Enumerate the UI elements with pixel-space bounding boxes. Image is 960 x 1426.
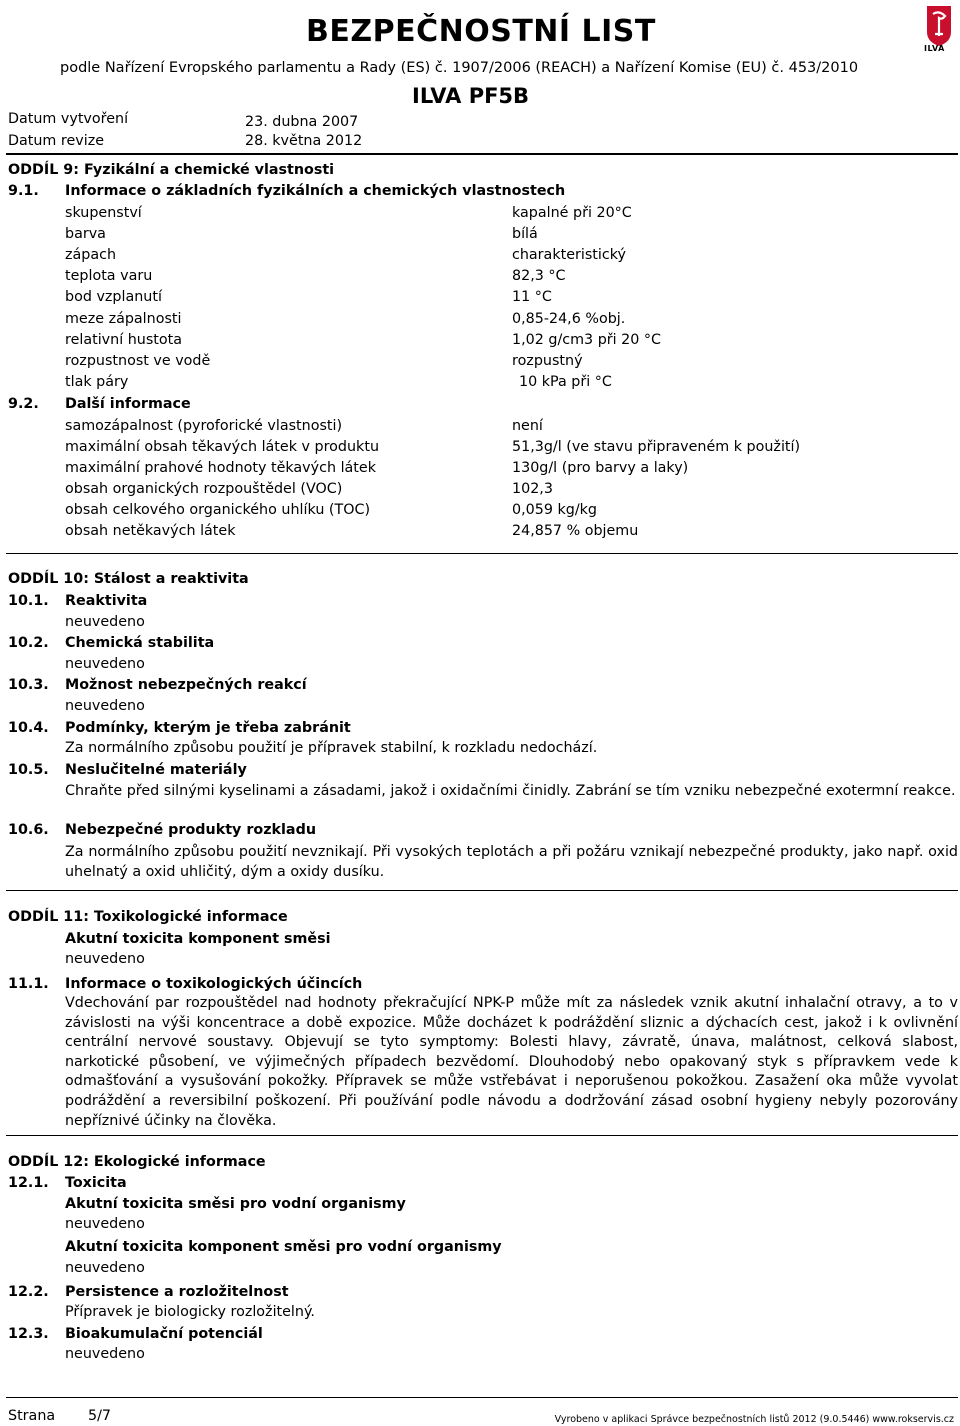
prop-label: rozpustnost ve vodě xyxy=(65,353,211,369)
section-12-3-title: Bioakumulační potenciál xyxy=(65,1326,263,1342)
section-11-1-title: Informace o toxikologických účincích xyxy=(65,976,363,992)
section-10-5-text: Chraňte před silnými kyselinami a zásadami, jakož i oxidačními činidly. Zabrání se tím vzniku nebezpečné exotermní reakce. xyxy=(65,783,956,799)
ilva-logo xyxy=(922,4,956,52)
acute-toxicity-title: Akutní toxicita komponent směsi xyxy=(65,931,331,947)
section-9-title: ODDÍL 9: Fyzikální a chemické vlastnosti xyxy=(8,162,335,178)
section-10-6-text: Za normálního způsobu použití nevznikají. Při vysokých teplotách a při požáru vznikají nebezpečné produkty, jako např. oxid uhelnatý a oxid uhličitý, dým a oxidy dusíku. xyxy=(65,844,958,880)
product-name: ILVA PF5B xyxy=(412,84,530,108)
info-value: 130g/l (pro barvy a laky) xyxy=(512,460,689,476)
section-11-title: ODDÍL 11: Toxikologické informace xyxy=(8,909,288,925)
created-date: 23. dubna 2007 xyxy=(245,114,359,130)
footer-divider xyxy=(6,1397,958,1398)
info-value: není xyxy=(512,418,543,434)
section-9-2-title: Další informace xyxy=(65,396,191,412)
prop-label: tlak páry xyxy=(65,374,129,390)
info-label: samozápalnost (pyroforické vlastnosti) xyxy=(65,418,343,434)
page-label: Strana xyxy=(8,1408,56,1424)
prop-value: rozpustný xyxy=(512,353,583,369)
section-10-1-number: 10.1. xyxy=(8,593,49,609)
prop-value: 11 °C xyxy=(512,289,552,305)
section-12-2-title: Persistence a rozložitelnost xyxy=(65,1284,289,1300)
section-10-6-title: Nebezpečné produkty rozkladu xyxy=(65,822,316,838)
section-10-3-text: neuvedeno xyxy=(65,698,145,714)
section-12-1-number: 12.1. xyxy=(8,1175,49,1191)
section-10-4-title: Podmínky, kterým je třeba zabránit xyxy=(65,720,351,736)
section-11-1-number: 11.1. xyxy=(8,976,49,992)
section-9-1-number: 9.1. xyxy=(8,183,39,199)
info-value: 51,3g/l (ve stavu připraveném k použití) xyxy=(512,439,801,455)
section-12-title: ODDÍL 12: Ekologické informace xyxy=(8,1154,266,1170)
section-divider xyxy=(6,890,958,891)
aquatic-mix-text: neuvedeno xyxy=(65,1216,145,1232)
section-10-6-number: 10.6. xyxy=(8,822,49,838)
document-title: BEZPEČNOSTNÍ LIST xyxy=(306,14,656,49)
section-10-2-title: Chemická stabilita xyxy=(65,635,215,651)
section-12-2-number: 12.2. xyxy=(8,1284,49,1300)
prop-value: 0,85-24,6 %obj. xyxy=(512,311,626,327)
section-10-5-title: Neslučitelné materiály xyxy=(65,762,247,778)
generator-note: Vyrobeno v aplikaci Správce bezpečnostních listů 2012 (9.0.5446) www.rokservis.cz xyxy=(554,1414,954,1425)
section-divider xyxy=(6,1135,958,1136)
prop-value: 1,02 g/cm3 při 20 °C xyxy=(512,332,662,348)
info-label: maximální prahové hodnoty těkavých látek xyxy=(65,460,376,476)
section-9-2-number: 9.2. xyxy=(8,396,39,412)
section-10-4-number: 10.4. xyxy=(8,720,49,736)
header-divider xyxy=(6,153,958,155)
prop-value: bílá xyxy=(512,226,538,242)
logo-text: ILVA xyxy=(924,44,945,53)
section-10-5-number: 10.5. xyxy=(8,762,49,778)
section-12-3-text: neuvedeno xyxy=(65,1346,145,1362)
page-number: 5/7 xyxy=(88,1408,112,1424)
section-divider xyxy=(6,553,958,554)
section-11-1-text: Vdechování par rozpouštědel nad hodnoty překračující NPK-P může mít za následek vznik akutní inhalační otravy, a to v závislosti na výši koncentrace a době expozice. Může docházet k podráždění sliznic a dýchacích cest, jakož i k ovlivnění centrální nervové soustavy. Objevují se tyto symptomy: Bolesti hlavy, závratě, únava, malátnost, celková slabost, narkotické působení, ve výjimečných případech bezvědomí. Dlouhodobý nebo opakovaný styk s přípravkem vede k odmašťování a vysušování pokožky. Přípravek se může vstřebávat i neporušenou pokožkou. Zasažení oka může vyvolat podráždění a reversibilní poškození. Při používání podle návodu a dodržování zásad osobní hygieny nebyly pozorovány nepříznivé účinky na člověka. xyxy=(65,995,958,1129)
aquatic-components-text: neuvedeno xyxy=(65,1260,145,1276)
prop-label: meze zápalnosti xyxy=(65,311,182,327)
section-10-3-title: Možnost nebezpečných reakcí xyxy=(65,677,307,693)
section-9-1-title: Informace o základních fyzikálních a chemických vlastnostech xyxy=(65,183,566,199)
section-10-4-text: Za normálního způsobu použití je přípravek stabilní, k rozkladu nedochází. xyxy=(65,740,598,756)
prop-label: relativní hustota xyxy=(65,332,182,348)
prop-value: 82,3 °C xyxy=(512,268,566,284)
section-10-1-title: Reaktivita xyxy=(65,593,148,609)
prop-value: 10 kPa při °C xyxy=(519,374,612,390)
info-label: obsah netěkavých látek xyxy=(65,523,236,539)
section-10-2-number: 10.2. xyxy=(8,635,49,651)
section-10-2-text: neuvedeno xyxy=(65,656,145,672)
info-label: obsah celkového organického uhlíku (TOC) xyxy=(65,502,371,518)
info-value: 0,059 kg/kg xyxy=(512,502,597,518)
acute-toxicity-text: neuvedeno xyxy=(65,951,145,967)
revised-label: Datum revize xyxy=(8,133,105,149)
prop-label: bod vzplanutí xyxy=(65,289,162,305)
created-label: Datum vytvoření xyxy=(8,111,129,127)
prop-label: teplota varu xyxy=(65,268,153,284)
section-12-1-title: Toxicita xyxy=(65,1175,127,1191)
info-value: 24,857 % objemu xyxy=(512,523,639,539)
prop-value: kapalné při 20°C xyxy=(512,205,632,221)
prop-label: barva xyxy=(65,226,106,242)
prop-label: zápach xyxy=(65,247,117,263)
section-12-3-number: 12.3. xyxy=(8,1326,49,1342)
info-label: maximální obsah těkavých látek v produktu xyxy=(65,439,380,455)
section-10-1-text: neuvedeno xyxy=(65,614,145,630)
section-10-3-number: 10.3. xyxy=(8,677,49,693)
info-value: 102,3 xyxy=(512,481,553,497)
aquatic-components-title: Akutní toxicita komponent směsi pro vodní organismy xyxy=(65,1239,502,1255)
prop-value: charakteristický xyxy=(512,247,626,263)
prop-label: skupenství xyxy=(65,205,142,221)
revised-date: 28. května 2012 xyxy=(245,133,363,149)
section-12-2-text: Přípravek je biologicky rozložitelný. xyxy=(65,1304,315,1320)
section-10-title: ODDÍL 10: Stálost a reaktivita xyxy=(8,571,249,587)
regulation-subtitle: podle Nařízení Evropského parlamentu a Rady (ES) č. 1907/2006 (REACH) a Nařízení Komise (EU) č. 453/2010 xyxy=(60,60,859,76)
info-label: obsah organických rozpouštědel (VOC) xyxy=(65,481,343,497)
aquatic-mix-title: Akutní toxicita směsi pro vodní organismy xyxy=(65,1196,406,1212)
